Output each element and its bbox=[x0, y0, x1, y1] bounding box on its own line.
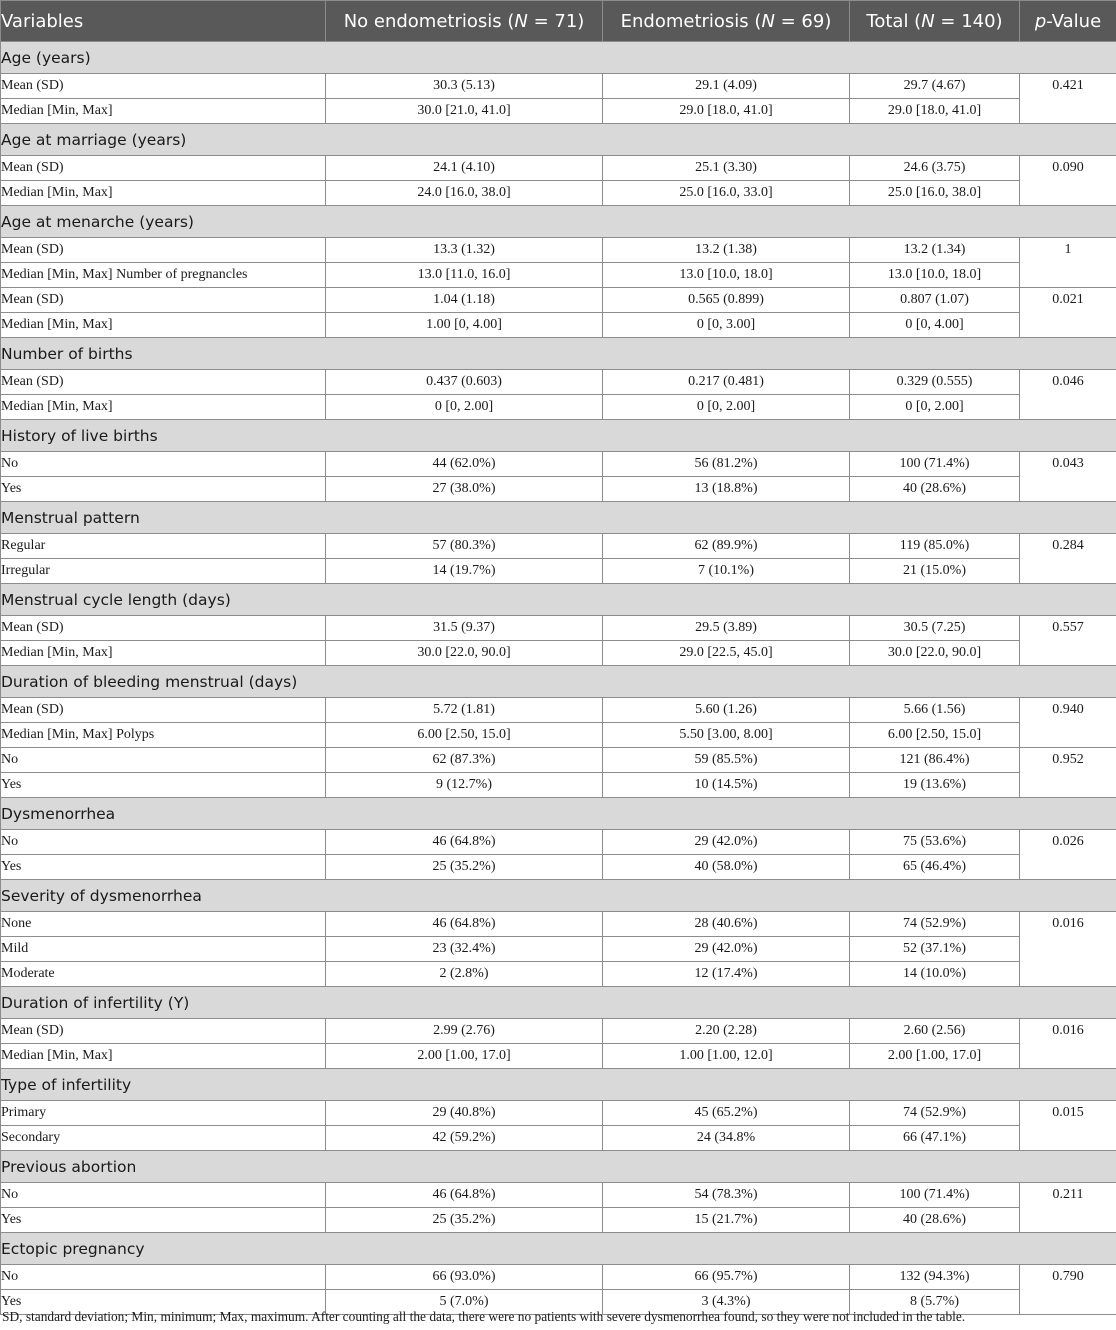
total-cell: 30.0 [22.0, 90.0] bbox=[850, 641, 1020, 666]
section-title: Type of infertility bbox=[1, 1069, 1116, 1101]
no-endometriosis-cell: 42 (59.2%) bbox=[326, 1126, 603, 1151]
section-header-row bbox=[1, 1233, 1116, 1265]
endometriosis-cell: 40 (58.0%) bbox=[603, 855, 850, 880]
section-title: Number of births bbox=[1, 338, 1116, 370]
p-value-cell: 1 bbox=[1020, 238, 1116, 288]
total-cell: 19 (13.6%) bbox=[850, 773, 1020, 798]
total-cell: 75 (53.6%) bbox=[850, 830, 1020, 855]
table-row bbox=[1, 395, 1116, 420]
endometriosis-cell: 29 (42.0%) bbox=[603, 830, 850, 855]
p-value-cell: 0.211 bbox=[1020, 1183, 1116, 1233]
endometriosis-cell: 0 [0, 2.00] bbox=[603, 395, 850, 420]
row-label: Mean (SD) bbox=[1, 238, 326, 263]
endometriosis-cell: 62 (89.9%) bbox=[603, 534, 850, 559]
no-endometriosis-cell: 13.0 [11.0, 16.0] bbox=[326, 263, 603, 288]
no-endometriosis-cell: 1.04 (1.18) bbox=[326, 288, 603, 313]
table-row bbox=[1, 830, 1116, 855]
total-cell: 0.329 (0.555) bbox=[850, 370, 1020, 395]
table-row bbox=[1, 452, 1116, 477]
p-value-cell: 0.421 bbox=[1020, 74, 1116, 124]
endometriosis-cell: 13.2 (1.38) bbox=[603, 238, 850, 263]
row-label: Yes bbox=[1, 1208, 326, 1233]
table-row bbox=[1, 937, 1116, 962]
p-value-cell: 0.026 bbox=[1020, 830, 1116, 880]
table-row bbox=[1, 288, 1116, 313]
row-label: Mean (SD) bbox=[1, 370, 326, 395]
total-cell: 74 (52.9%) bbox=[850, 912, 1020, 937]
p-value-cell: 0.021 bbox=[1020, 288, 1116, 338]
p-value-cell: 0.557 bbox=[1020, 616, 1116, 666]
row-label: Mild bbox=[1, 937, 326, 962]
row-label: Mean (SD) bbox=[1, 288, 326, 313]
table-row bbox=[1, 1183, 1116, 1208]
row-label: Mean (SD) bbox=[1, 1019, 326, 1044]
row-label: Median [Min, Max] bbox=[1, 313, 326, 338]
no-endometriosis-cell: 5.72 (1.81) bbox=[326, 698, 603, 723]
endometriosis-cell: 29.1 (4.09) bbox=[603, 74, 850, 99]
row-label: Median [Min, Max] Number of pregnancles bbox=[1, 263, 326, 288]
no-endometriosis-cell: 13.3 (1.32) bbox=[326, 238, 603, 263]
section-title: Dysmenorrhea bbox=[1, 798, 1116, 830]
total-cell: 0 [0, 2.00] bbox=[850, 395, 1020, 420]
section-title: Previous abortion bbox=[1, 1151, 1116, 1183]
row-label: Moderate bbox=[1, 962, 326, 987]
total-cell: 65 (46.4%) bbox=[850, 855, 1020, 880]
total-cell: 29.0 [18.0, 41.0] bbox=[850, 99, 1020, 124]
table-row bbox=[1, 912, 1116, 937]
endometriosis-cell: 56 (81.2%) bbox=[603, 452, 850, 477]
header-row bbox=[1, 1, 1116, 42]
section-header-row bbox=[1, 987, 1116, 1019]
endometriosis-cell: 29.0 [18.0, 41.0] bbox=[603, 99, 850, 124]
total-cell: 100 (71.4%) bbox=[850, 452, 1020, 477]
table-row bbox=[1, 1044, 1116, 1069]
section-title: History of live births bbox=[1, 420, 1116, 452]
row-label: Mean (SD) bbox=[1, 616, 326, 641]
p-value-cell: 0.790 bbox=[1020, 1265, 1116, 1315]
row-label: Yes bbox=[1, 477, 326, 502]
table-row bbox=[1, 181, 1116, 206]
section-title: Age at menarche (years) bbox=[1, 206, 1116, 238]
total-cell: 8 (5.7%) bbox=[850, 1290, 1020, 1315]
section-header-row bbox=[1, 1151, 1116, 1183]
row-label: No bbox=[1, 452, 326, 477]
section-title: Menstrual cycle length (days) bbox=[1, 584, 1116, 616]
section-header-row bbox=[1, 584, 1116, 616]
row-label: Mean (SD) bbox=[1, 698, 326, 723]
p-value-cell: 0.090 bbox=[1020, 156, 1116, 206]
no-endometriosis-cell: 0.437 (0.603) bbox=[326, 370, 603, 395]
total-cell: 0 [0, 4.00] bbox=[850, 313, 1020, 338]
endometriosis-cell: 24 (34.8% bbox=[603, 1126, 850, 1151]
table-row bbox=[1, 855, 1116, 880]
section-header-row bbox=[1, 42, 1116, 74]
p-value-cell: 0.952 bbox=[1020, 748, 1116, 798]
no-endometriosis-cell: 25 (35.2%) bbox=[326, 855, 603, 880]
total-cell: 21 (15.0%) bbox=[850, 559, 1020, 584]
no-endometriosis-cell: 23 (32.4%) bbox=[326, 937, 603, 962]
section-title: Age at marriage (years) bbox=[1, 124, 1116, 156]
row-label: Regular bbox=[1, 534, 326, 559]
endometriosis-cell: 1.00 [1.00, 12.0] bbox=[603, 1044, 850, 1069]
total-cell: 6.00 [2.50, 15.0] bbox=[850, 723, 1020, 748]
no-endometriosis-cell: 30.3 (5.13) bbox=[326, 74, 603, 99]
total-cell: 14 (10.0%) bbox=[850, 962, 1020, 987]
no-endometriosis-cell: 62 (87.3%) bbox=[326, 748, 603, 773]
p-value-cell: 0.043 bbox=[1020, 452, 1116, 502]
total-cell: 29.7 (4.67) bbox=[850, 74, 1020, 99]
table-row bbox=[1, 263, 1116, 288]
total-cell: 40 (28.6%) bbox=[850, 1208, 1020, 1233]
table-row bbox=[1, 616, 1116, 641]
endometriosis-cell: 5.50 [3.00, 8.00] bbox=[603, 723, 850, 748]
total-cell: 100 (71.4%) bbox=[850, 1183, 1020, 1208]
table-row bbox=[1, 1101, 1116, 1126]
endometriosis-cell: 7 (10.1%) bbox=[603, 559, 850, 584]
table-row bbox=[1, 534, 1116, 559]
section-header-row bbox=[1, 206, 1116, 238]
no-endometriosis-cell: 46 (64.8%) bbox=[326, 912, 603, 937]
table-row bbox=[1, 1265, 1116, 1290]
section-header-row bbox=[1, 666, 1116, 698]
section-title: Severity of dysmenorrhea bbox=[1, 880, 1116, 912]
total-cell: 66 (47.1%) bbox=[850, 1126, 1020, 1151]
section-header-row bbox=[1, 420, 1116, 452]
section-title: Ectopic pregnancy bbox=[1, 1233, 1116, 1265]
row-label: Median [Min, Max] bbox=[1, 99, 326, 124]
endometriosis-cell: 0.217 (0.481) bbox=[603, 370, 850, 395]
table-row bbox=[1, 1019, 1116, 1044]
endometriosis-cell: 25.1 (3.30) bbox=[603, 156, 850, 181]
total-cell: 5.66 (1.56) bbox=[850, 698, 1020, 723]
no-endometriosis-cell: 2.99 (2.76) bbox=[326, 1019, 603, 1044]
endometriosis-cell: 13.0 [10.0, 18.0] bbox=[603, 263, 850, 288]
endometriosis-cell: 0 [0, 3.00] bbox=[603, 313, 850, 338]
row-label: Median [Min, Max] bbox=[1, 395, 326, 420]
p-value-cell: 0.940 bbox=[1020, 698, 1116, 748]
no-endometriosis-cell: 66 (93.0%) bbox=[326, 1265, 603, 1290]
total-cell: 13.2 (1.34) bbox=[850, 238, 1020, 263]
no-endometriosis-cell: 0 [0, 2.00] bbox=[326, 395, 603, 420]
row-label: Yes bbox=[1, 773, 326, 798]
no-endometriosis-cell: 27 (38.0%) bbox=[326, 477, 603, 502]
table-row bbox=[1, 698, 1116, 723]
endometriosis-cell: 28 (40.6%) bbox=[603, 912, 850, 937]
no-endometriosis-cell: 1.00 [0, 4.00] bbox=[326, 313, 603, 338]
no-endometriosis-cell: 24.0 [16.0, 38.0] bbox=[326, 181, 603, 206]
no-endometriosis-cell: 2.00 [1.00, 17.0] bbox=[326, 1044, 603, 1069]
header-total: Total (N = 140) bbox=[850, 1, 1020, 42]
row-label: Mean (SD) bbox=[1, 156, 326, 181]
endometriosis-cell: 12 (17.4%) bbox=[603, 962, 850, 987]
table-row bbox=[1, 74, 1116, 99]
section-header-row bbox=[1, 502, 1116, 534]
total-cell: 25.0 [16.0, 38.0] bbox=[850, 181, 1020, 206]
no-endometriosis-cell: 9 (12.7%) bbox=[326, 773, 603, 798]
total-cell: 74 (52.9%) bbox=[850, 1101, 1020, 1126]
table-row bbox=[1, 723, 1116, 748]
table-row bbox=[1, 748, 1116, 773]
endometriosis-cell: 13 (18.8%) bbox=[603, 477, 850, 502]
table-row bbox=[1, 477, 1116, 502]
endometriosis-cell: 66 (95.7%) bbox=[603, 1265, 850, 1290]
row-label: Yes bbox=[1, 855, 326, 880]
row-label: No bbox=[1, 748, 326, 773]
total-cell: 0.807 (1.07) bbox=[850, 288, 1020, 313]
table-row bbox=[1, 1208, 1116, 1233]
p-value-cell: 0.016 bbox=[1020, 1019, 1116, 1069]
p-value-cell: 0.015 bbox=[1020, 1101, 1116, 1151]
table-row bbox=[1, 238, 1116, 263]
no-endometriosis-cell: 2 (2.8%) bbox=[326, 962, 603, 987]
table-row bbox=[1, 99, 1116, 124]
row-label: Median [Min, Max] Polyps bbox=[1, 723, 326, 748]
endometriosis-cell: 2.20 (2.28) bbox=[603, 1019, 850, 1044]
table-row bbox=[1, 313, 1116, 338]
table-row bbox=[1, 641, 1116, 666]
no-endometriosis-cell: 30.0 [21.0, 41.0] bbox=[326, 99, 603, 124]
row-label: Irregular bbox=[1, 559, 326, 584]
endometriosis-cell: 29.5 (3.89) bbox=[603, 616, 850, 641]
table-row bbox=[1, 962, 1116, 987]
no-endometriosis-cell: 46 (64.8%) bbox=[326, 830, 603, 855]
table-row bbox=[1, 370, 1116, 395]
total-cell: 40 (28.6%) bbox=[850, 477, 1020, 502]
total-cell: 30.5 (7.25) bbox=[850, 616, 1020, 641]
endometriosis-cell: 15 (21.7%) bbox=[603, 1208, 850, 1233]
endometriosis-cell: 0.565 (0.899) bbox=[603, 288, 850, 313]
endometriosis-cell: 3 (4.3%) bbox=[603, 1290, 850, 1315]
endometriosis-cell: 59 (85.5%) bbox=[603, 748, 850, 773]
no-endometriosis-cell: 44 (62.0%) bbox=[326, 452, 603, 477]
row-label: Primary bbox=[1, 1101, 326, 1126]
row-label: Yes bbox=[1, 1290, 326, 1315]
endometriosis-cell: 25.0 [16.0, 33.0] bbox=[603, 181, 850, 206]
no-endometriosis-cell: 46 (64.8%) bbox=[326, 1183, 603, 1208]
section-title: Age (years) bbox=[1, 42, 1116, 74]
no-endometriosis-cell: 5 (7.0%) bbox=[326, 1290, 603, 1315]
endometriosis-cell: 29.0 [22.5, 45.0] bbox=[603, 641, 850, 666]
total-cell: 119 (85.0%) bbox=[850, 534, 1020, 559]
section-header-row bbox=[1, 1069, 1116, 1101]
header-p-value: p-Value bbox=[1020, 1, 1116, 42]
no-endometriosis-cell: 25 (35.2%) bbox=[326, 1208, 603, 1233]
no-endometriosis-cell: 29 (40.8%) bbox=[326, 1101, 603, 1126]
total-cell: 13.0 [10.0, 18.0] bbox=[850, 263, 1020, 288]
section-header-row bbox=[1, 880, 1116, 912]
total-cell: 121 (86.4%) bbox=[850, 748, 1020, 773]
table-row bbox=[1, 156, 1116, 181]
section-header-row bbox=[1, 338, 1116, 370]
no-endometriosis-cell: 6.00 [2.50, 15.0] bbox=[326, 723, 603, 748]
table-header bbox=[1, 1, 1116, 42]
endometriosis-cell: 5.60 (1.26) bbox=[603, 698, 850, 723]
row-label: No bbox=[1, 1183, 326, 1208]
no-endometriosis-cell: 31.5 (9.37) bbox=[326, 616, 603, 641]
endometriosis-cell: 54 (78.3%) bbox=[603, 1183, 850, 1208]
section-header-row bbox=[1, 798, 1116, 830]
section-title: Menstrual pattern bbox=[1, 502, 1116, 534]
header-variables: Variables bbox=[1, 1, 326, 42]
total-cell: 2.60 (2.56) bbox=[850, 1019, 1020, 1044]
row-label: No bbox=[1, 830, 326, 855]
row-label: Secondary bbox=[1, 1126, 326, 1151]
total-cell: 132 (94.3%) bbox=[850, 1265, 1020, 1290]
total-cell: 2.00 [1.00, 17.0] bbox=[850, 1044, 1020, 1069]
table-row bbox=[1, 773, 1116, 798]
p-value-cell: 0.046 bbox=[1020, 370, 1116, 420]
header-endometriosis: Endometriosis (N = 69) bbox=[603, 1, 850, 42]
no-endometriosis-cell: 24.1 (4.10) bbox=[326, 156, 603, 181]
p-value-cell: 0.016 bbox=[1020, 912, 1116, 987]
header-no-endometriosis: No endometriosis (N = 71) bbox=[326, 1, 603, 42]
total-cell: 52 (37.1%) bbox=[850, 937, 1020, 962]
p-value-cell: 0.284 bbox=[1020, 534, 1116, 584]
row-label: None bbox=[1, 912, 326, 937]
endometriosis-cell: 45 (65.2%) bbox=[603, 1101, 850, 1126]
section-header-row bbox=[1, 124, 1116, 156]
no-endometriosis-cell: 57 (80.3%) bbox=[326, 534, 603, 559]
total-cell: 24.6 (3.75) bbox=[850, 156, 1020, 181]
table-body bbox=[1, 42, 1116, 1315]
row-label: Median [Min, Max] bbox=[1, 1044, 326, 1069]
section-title: Duration of bleeding menstrual (days) bbox=[1, 666, 1116, 698]
row-label: Median [Min, Max] bbox=[1, 181, 326, 206]
row-label: No bbox=[1, 1265, 326, 1290]
section-title: Duration of infertility (Y) bbox=[1, 987, 1116, 1019]
table-footnote: SD, standard deviation; Min, minimum; Max, maximum. After counting all the data, there were no patients with severe dysmenorrhea found, so they were not included in the table. bbox=[2, 1309, 966, 1324]
row-label: Mean (SD) bbox=[1, 74, 326, 99]
endometriosis-cell: 10 (14.5%) bbox=[603, 773, 850, 798]
no-endometriosis-cell: 30.0 [22.0, 90.0] bbox=[326, 641, 603, 666]
no-endometriosis-cell: 14 (19.7%) bbox=[326, 559, 603, 584]
table-row bbox=[1, 559, 1116, 584]
endometriosis-cell: 29 (42.0%) bbox=[603, 937, 850, 962]
table-row bbox=[1, 1126, 1116, 1151]
row-label: Median [Min, Max] bbox=[1, 641, 326, 666]
